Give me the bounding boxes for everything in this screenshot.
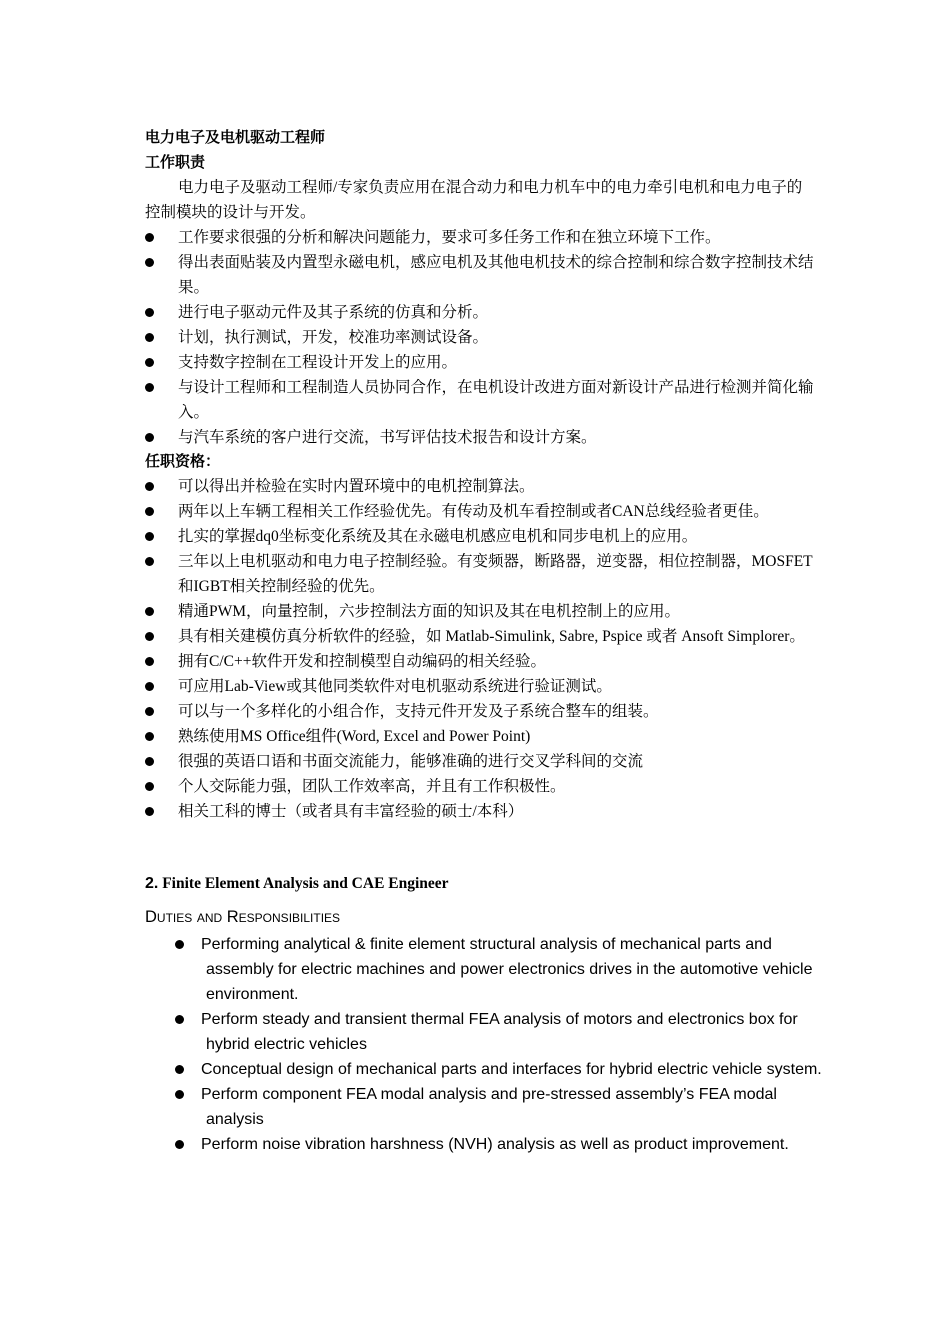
bullet-icon xyxy=(145,532,154,541)
fea-duties-list xyxy=(175,932,825,1157)
list-item-text: 支持数字控制在工程设计开发上的应用。 xyxy=(178,354,458,371)
list-item-text: Perform noise vibration harshness (NVH) analysis as well as product improvement. xyxy=(201,1136,789,1153)
bullet-icon xyxy=(145,258,154,267)
list-item xyxy=(145,649,817,674)
list-item-text: 得出表面贴装及内置型永磁电机，感应电机及其他电机技术的综合控制和综合数字控制技术结果。 xyxy=(178,254,814,296)
list-item-text: 可应用Lab-View或其他同类软件对电机驱动系统进行验证测试。 xyxy=(178,678,612,695)
list-item-text: 两年以上车辆工程相关工作经验优先。有传动及机车看控制或者CAN总线经验者更佳。 xyxy=(178,503,769,520)
list-item xyxy=(145,225,817,250)
list-item-text: 拥有C/C++软件开发和控制模型自动编码的相关经验。 xyxy=(178,653,546,670)
bullet-icon xyxy=(145,233,154,242)
list-item-text: Perform component FEA modal analysis and pre-stressed assembly’s FEA modal analysis xyxy=(201,1086,777,1128)
list-item xyxy=(145,674,817,699)
list-item-text: Performing analytical & finite element structural analysis of mechanical parts and assembly for electric machines and power electronics drives in the automotive vehicle environment. xyxy=(201,936,813,1003)
section1-title: 电力电子及电机驱动工程师 xyxy=(145,128,326,146)
list-item-text: 进行电子驱动元件及其子系统的仿真和分析。 xyxy=(178,304,489,321)
list-item-text: 与汽车系统的客户进行交流，书写评估技术报告和设计方案。 xyxy=(178,429,597,446)
list-item-text: 与设计工程师和工程制造人员协同合作，在电机设计改进方面对新设计产品进行检测并简化输入。 xyxy=(178,379,814,421)
list-item-text: 具有相关建模仿真分析软件的经验，如 Matlab-Simulink, Sabre, Pspice 或者 Ansoft Simplorer。 xyxy=(178,628,805,645)
list-item xyxy=(145,375,817,425)
bullet-icon xyxy=(145,757,154,766)
section2-title xyxy=(145,872,449,896)
list-item-text: 可以得出并检验在实时内置环境中的电机控制算法。 xyxy=(178,478,535,495)
section-number: 2. xyxy=(145,875,159,892)
list-item xyxy=(145,350,817,375)
list-item xyxy=(145,325,817,350)
list-item xyxy=(145,724,817,749)
bullet-icon xyxy=(145,383,154,392)
bullet-icon xyxy=(145,782,154,791)
bullet-icon xyxy=(145,482,154,491)
bullet-icon xyxy=(175,940,184,949)
list-item-text: 精通PWM，向量控制，六步控制法方面的知识及其在电机控制上的应用。 xyxy=(178,603,681,620)
list-item xyxy=(145,300,817,325)
section2-subheading: Duties and Responsibilities xyxy=(145,908,341,926)
list-item-text: 相关工科的博士（或者具有丰富经验的硕士/本科） xyxy=(178,803,524,820)
list-item xyxy=(145,699,817,724)
bullet-icon xyxy=(175,1015,184,1024)
list-item xyxy=(175,1132,825,1157)
list-item-text: Conceptual design of mechanical parts and interfaces for hybrid electric vehicle system. xyxy=(201,1061,822,1078)
list-item xyxy=(145,425,817,450)
list-item xyxy=(175,1057,825,1082)
list-item-text: 可以与一个多样化的小组合作，支持元件开发及子系统合整车的组装。 xyxy=(178,703,659,720)
list-item-text: 工作要求很强的分析和解决问题能力，要求可多任务工作和在独立环境下工作。 xyxy=(178,229,721,246)
list-item-text: 熟练使用MS Office组件(Word, Excel and Power Point) xyxy=(178,728,531,745)
bullet-icon xyxy=(175,1140,184,1149)
list-item-text: 扎实的掌握dq0坐标变化系统及其在永磁电机感应电机和同步电机上的应用。 xyxy=(178,528,698,545)
bullet-icon xyxy=(145,632,154,641)
list-item xyxy=(145,774,817,799)
bullet-icon xyxy=(145,433,154,442)
bullet-icon xyxy=(175,1065,184,1074)
list-item xyxy=(145,524,817,549)
bullet-icon xyxy=(145,707,154,716)
bullet-icon xyxy=(145,682,154,691)
intro-paragraph: 电力电子及驱动工程师/专家负责应用在混合动力和电力机车中的电力牵引电机和电力电子的控制模块的设计与开发。 xyxy=(145,179,803,221)
list-item xyxy=(145,599,817,624)
bullet-icon xyxy=(145,607,154,616)
list-item xyxy=(145,799,817,824)
list-item-text: 个人交际能力强，团队工作效率高，并且有工作积极性。 xyxy=(178,778,566,795)
list-item-text: Perform steady and transient thermal FEA analysis of motors and electronics box for hybrid electric vehicles xyxy=(201,1011,798,1053)
bullet-icon xyxy=(145,807,154,816)
list-item xyxy=(175,1007,825,1057)
bullet-icon xyxy=(145,507,154,516)
section-title-text: Finite Element Analysis and CAE Engineer xyxy=(162,875,449,892)
bullet-icon xyxy=(145,557,154,566)
list-item xyxy=(145,749,817,774)
list-item xyxy=(145,624,817,649)
qualifications-heading: 任职资格： xyxy=(145,452,221,470)
list-item xyxy=(145,250,817,300)
qualifications-list xyxy=(145,474,817,824)
list-item xyxy=(145,499,817,524)
list-item-text: 三年以上电机驱动和电力电子控制经验。有变频器，断路器，逆变器，相位控制器，MOSFET和IGBT相关控制经验的优先。 xyxy=(178,553,813,595)
list-item-text: 计划，执行测试，开发，校准功率测试设备。 xyxy=(178,329,489,346)
bullet-icon xyxy=(145,732,154,741)
bullet-icon xyxy=(145,308,154,317)
duties-heading: 工作职责 xyxy=(145,153,206,171)
bullet-icon xyxy=(175,1090,184,1099)
duties-list xyxy=(145,225,817,450)
bullet-icon xyxy=(145,333,154,342)
list-item xyxy=(145,474,817,499)
list-item xyxy=(175,932,825,1007)
list-item xyxy=(145,549,817,599)
list-item-text: 很强的英语口语和书面交流能力，能够准确的进行交叉学科间的交流 xyxy=(178,753,644,770)
bullet-icon xyxy=(145,358,154,367)
list-item xyxy=(175,1082,825,1132)
bullet-icon xyxy=(145,657,154,666)
